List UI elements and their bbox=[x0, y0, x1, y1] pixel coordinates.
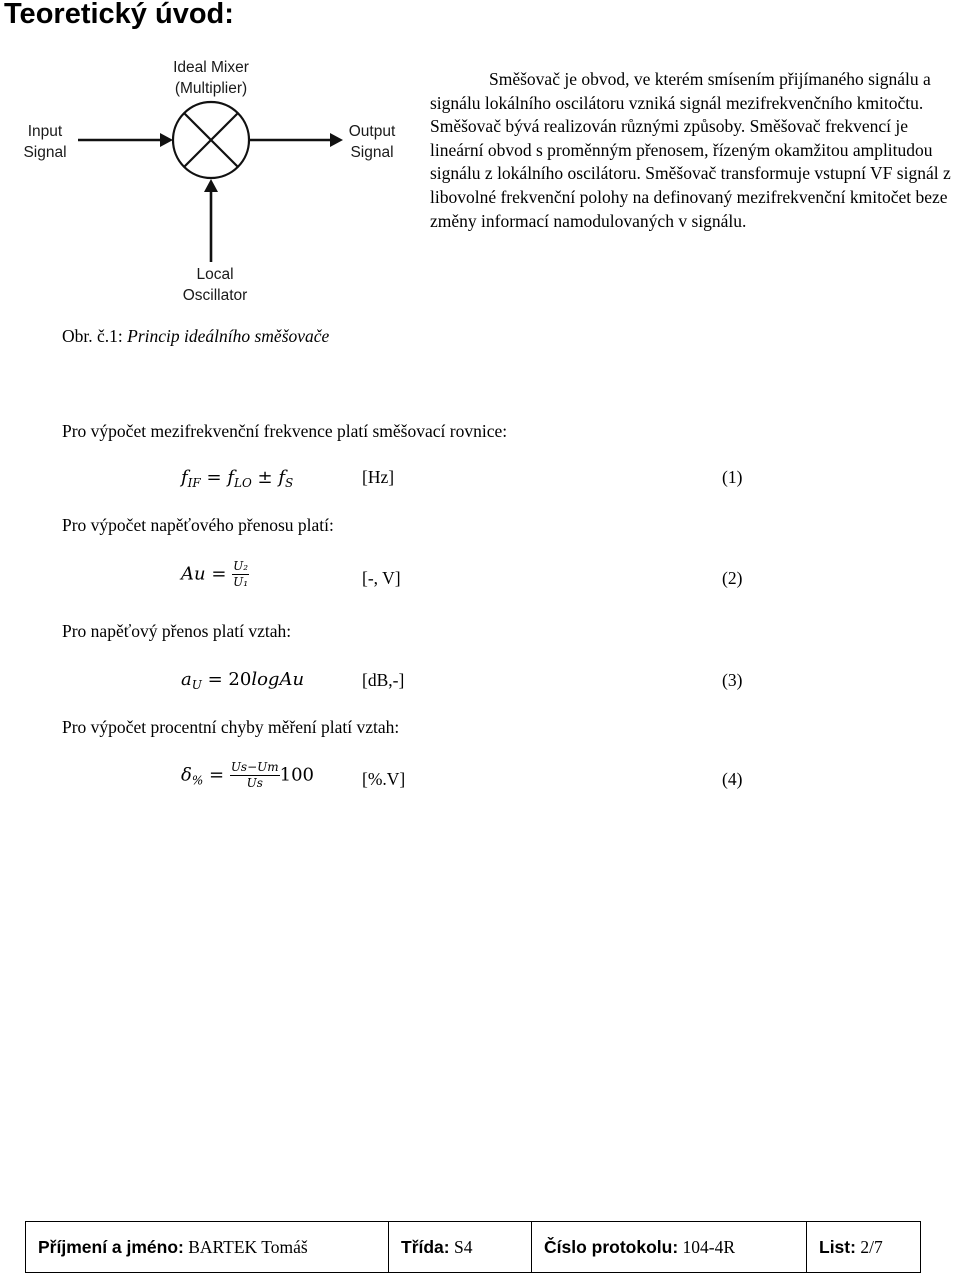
eq-operator: = bbox=[207, 669, 223, 690]
equation-number: (4) bbox=[722, 769, 743, 789]
mixer-label-line: Ideal Mixer bbox=[173, 59, 249, 76]
input-label-line: Signal bbox=[23, 144, 67, 161]
eq-factor: 100 bbox=[279, 764, 314, 786]
footer-class-cell bbox=[389, 1222, 532, 1273]
equation-unit: [dB,-] bbox=[362, 670, 405, 690]
equation-number: (1) bbox=[722, 467, 743, 487]
eq-operator: = bbox=[208, 764, 225, 786]
equation-unit: [-, V] bbox=[362, 568, 401, 588]
figure-caption bbox=[62, 326, 329, 347]
footer-protocol-value: 104-4R bbox=[682, 1236, 736, 1257]
footer-protocol-cell bbox=[532, 1222, 807, 1273]
eq-operator: = bbox=[206, 467, 222, 488]
eq-symbol: Au bbox=[181, 563, 206, 585]
equation-3 bbox=[181, 669, 304, 692]
lo-label-line: Oscillator bbox=[182, 287, 248, 304]
eq-operator: ± bbox=[257, 467, 273, 488]
equation-1 bbox=[181, 467, 293, 490]
input-label-line: Input bbox=[27, 123, 63, 140]
eq-denominator: U₁ bbox=[233, 575, 249, 589]
intro-paragraph bbox=[430, 68, 955, 233]
eq-symbol: f bbox=[181, 467, 188, 488]
footer-row bbox=[26, 1222, 921, 1273]
footer-sheet-label: List: bbox=[819, 1236, 856, 1257]
output-label-line: Signal bbox=[350, 144, 394, 161]
output-label-line: Output bbox=[348, 123, 396, 140]
eq-fraction bbox=[232, 559, 249, 590]
lo-arrow-head bbox=[204, 179, 218, 192]
footer-class-value: S4 bbox=[454, 1236, 473, 1257]
equation-unit: [%.V] bbox=[362, 769, 406, 789]
caption-prefix: Obr. č.1: bbox=[62, 326, 128, 346]
intro-text: Směšovač je obvod, ve kterém smísením přijímaného signálu a signálu lokálního oscilátoru vzniká signál mezifrekvenčního kmitočtu. Směšovač bývá realizován různými způsoby. Směšovač frekvencí je lineární obvod s proměnným přenosem, řízeným okamžitou amplitudou signálu z lokálního oscilátoru. Směšovač transformuje vstupní VF signál z libovolné frekvenční polohy na definovaný mezifrekvenční kmitočet beze změny informací namodulovaných v signálu. bbox=[430, 69, 951, 231]
section-heading: Teoretický úvod: bbox=[4, 0, 234, 30]
equation-intro: Pro výpočet mezifrekvenční frekvence platí směšovací rovnice: bbox=[62, 421, 508, 441]
equation-number: (3) bbox=[722, 670, 743, 690]
local-oscillator-label bbox=[178, 264, 252, 306]
footer-sheet-cell bbox=[807, 1222, 921, 1273]
eq-symbol: f bbox=[227, 467, 234, 488]
eq-subscript: S bbox=[285, 476, 294, 490]
mixer-label bbox=[168, 57, 254, 99]
eq-subscript: LO bbox=[233, 476, 252, 490]
equation-2 bbox=[181, 559, 249, 590]
equation-unit: [Hz] bbox=[362, 467, 395, 487]
footer-name-value: BARTEK Tomáš bbox=[188, 1236, 308, 1257]
equation-intro: Pro výpočet procentní chyby měření platí vztah: bbox=[62, 717, 400, 737]
eq-fraction bbox=[230, 760, 280, 791]
mixer-label-line: (Multiplier) bbox=[174, 80, 248, 97]
footer-protocol-label: Číslo protokolu: bbox=[544, 1236, 679, 1257]
eq-numerator: U₂ bbox=[233, 559, 249, 573]
eq-operator: = bbox=[211, 563, 227, 585]
footer-sheet-value: 2/7 bbox=[860, 1236, 883, 1257]
eq-subscript: IF bbox=[187, 476, 201, 490]
eq-denominator: Us bbox=[246, 776, 263, 790]
input-label bbox=[20, 121, 70, 163]
eq-subscript: U bbox=[191, 678, 202, 692]
eq-function: logAu bbox=[251, 669, 305, 690]
eq-symbol: f bbox=[278, 467, 286, 488]
footer-name-label: Příjmení a jméno: bbox=[38, 1236, 184, 1257]
caption-text: Princip ideálního směšovače bbox=[127, 326, 330, 346]
footer-name-cell bbox=[26, 1222, 389, 1273]
equation-intro: Pro napěťový přenos platí vztah: bbox=[62, 621, 292, 641]
eq-subscript: % bbox=[191, 773, 204, 788]
input-arrow-head bbox=[160, 133, 173, 147]
footer-table bbox=[25, 1221, 921, 1273]
eq-symbol: a bbox=[181, 669, 192, 690]
eq-numerator: Us−Um bbox=[230, 760, 279, 774]
eq-symbol: δ bbox=[181, 764, 192, 786]
output-arrow-head bbox=[330, 133, 343, 147]
eq-constant: 20 bbox=[228, 669, 252, 690]
footer-class-label: Třída: bbox=[401, 1236, 450, 1257]
equation-intro: Pro výpočet napěťového přenosu platí: bbox=[62, 515, 334, 535]
equation-number: (2) bbox=[722, 568, 743, 588]
output-label bbox=[344, 121, 400, 163]
equation-4 bbox=[181, 760, 314, 791]
lo-label-line: Local bbox=[196, 266, 234, 283]
